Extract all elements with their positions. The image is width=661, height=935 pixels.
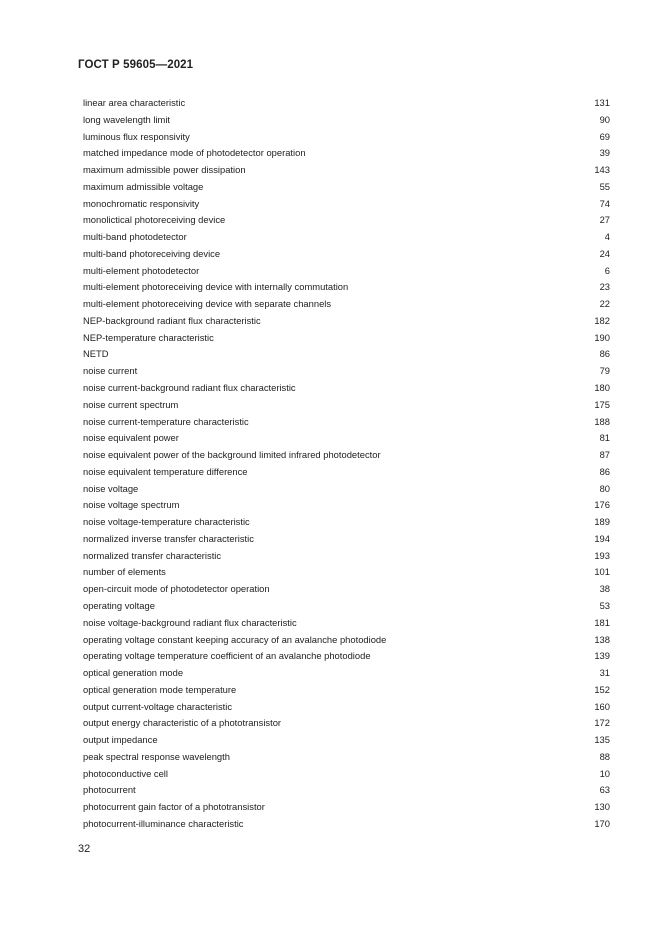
index-entry [83,263,610,280]
index-entry [83,95,610,112]
index-entry-term: linear area characteristic [83,97,186,108]
index-entry-number: 55 [599,180,610,192]
index-entry-number: 31 [599,667,610,679]
index-entry [83,380,610,397]
index-entry-number: 130 [594,801,610,813]
index-entry-term: output current-voltage characteristic [83,700,233,712]
index-entry-term: noise current-temperature characteristic [83,415,249,427]
index-entry-number: 24 [599,247,610,259]
index-entry [83,514,610,531]
index-entry-term: noise equivalent power [83,432,179,444]
index-entry [83,179,610,196]
index-entry-term: noise voltage-temperature characteristic [83,516,250,528]
index-entry [83,129,610,146]
index-entry [83,145,610,162]
index-entry-number: 131 [594,97,610,108]
index-entry-term: noise voltage spectrum [83,499,180,511]
index-entry-number: 27 [599,214,610,226]
index-entry [83,581,610,598]
index-entry-number: 194 [594,532,610,544]
index-entry [83,732,610,749]
index-entry-number: 138 [594,633,610,645]
index-entry-term: maximum admissible power dissipation [83,164,246,176]
index-entry-term: operating voltage [83,599,155,611]
index-entry-term: operating voltage constant keeping accuracy of an avalanche photodiode [83,633,387,645]
index-entry-number: 22 [599,298,610,310]
index-entry [83,296,610,313]
index-entry-number: 176 [594,499,610,511]
index-entry-term: output impedance [83,734,158,746]
index-entry-term: multi-element photodetector [83,264,200,276]
index-entry-term: noise current-background radiant flux characteristic [83,382,296,394]
index-entry [83,363,610,380]
index-entry-number: 182 [594,314,610,326]
index-entry [83,782,610,799]
index-entry-number: 152 [594,683,610,695]
index-entry-term: luminous flux responsivity [83,130,190,142]
index-entry-number: 86 [599,348,610,360]
index-entry [83,715,610,732]
index-entry [83,481,610,498]
index-entry-number: 135 [594,734,610,746]
index-entry [83,414,610,431]
index-entry-number: 88 [599,750,610,762]
index-entry-term: open-circuit mode of photodetector operation [83,583,270,595]
index-entry-number: 101 [594,566,610,578]
index-entry-term: photocurrent gain factor of a phototransistor [83,801,265,813]
index-entry-term: multi-band photoreceiving device [83,247,221,259]
index-entry-term: photocurrent-illuminance characteristic [83,817,244,829]
index-entry [83,162,610,179]
index-entry [83,682,610,699]
index-entry [83,799,610,816]
index-entry-term: NETD [83,348,109,360]
index-entry-number: 6 [604,264,610,276]
index-entry-term: multi-band photodetector [83,231,187,243]
index-entry-number: 4 [604,231,610,243]
index-entry-term: optical generation mode temperature [83,683,237,695]
index-entry-number: 81 [599,432,610,444]
index-entry-number: 74 [599,197,610,209]
index-entry-term: output energy characteristic of a phototransistor [83,717,282,729]
index-entry-number: 181 [594,616,610,628]
index-entry-term: maximum admissible voltage [83,180,204,192]
index-entry-number: 172 [594,717,610,729]
index-entry-term: operating voltage temperature coefficient of an avalanche photodiode [83,650,371,662]
index-entry-term: NEP-temperature characteristic [83,331,214,343]
index-entry [83,330,610,347]
index-entry [83,598,610,615]
index-entry-term: monolictical photoreceiving device [83,214,226,226]
index-entry [83,497,610,514]
index-entry-term: noise equivalent temperature difference [83,465,248,477]
index-entry-number: 143 [594,164,610,176]
document-header: ГОСТ Р 59605—2021 [78,59,194,71]
index-entry [83,749,610,766]
index-entry-term: normalized inverse transfer characteristic [83,532,254,544]
index-entry-term: photoconductive cell [83,767,168,779]
index-entry [83,564,610,581]
index-entry [83,346,610,363]
index-entry-term: monochromatic responsivity [83,197,200,209]
index-entry-number: 188 [594,415,610,427]
index-entry-term: multi-element photoreceiving device with internally commutation [83,281,349,293]
index-entry [83,397,610,414]
index-entry [83,464,610,481]
index-entry-number: 63 [599,784,610,796]
index-entry-number: 160 [594,700,610,712]
index-entry-number: 10 [599,767,610,779]
index-entry [83,112,610,129]
index-entries-list [83,95,610,833]
index-entry [83,447,610,464]
index-entry-term: number of elements [83,566,166,578]
index-entry [83,632,610,649]
index-entry-number: 87 [599,449,610,461]
index-entry-term: peak spectral response wavelength [83,750,230,762]
index-entry [83,615,610,632]
index-entry [83,313,610,330]
index-entry-number: 79 [599,365,610,377]
index-entry-term: multi-element photoreceiving device with separate channels [83,298,332,310]
index-entry [83,229,610,246]
index-entry-term: noise equivalent power of the background limited infrared photodetector [83,449,381,461]
index-entry [83,196,610,213]
index-entry [83,816,610,833]
page-number: 32 [78,843,91,855]
index-entry-term: optical generation mode [83,667,184,679]
index-entry [83,246,610,263]
index-entry-term: long wavelength limit [83,113,171,125]
index-entry-number: 170 [594,817,610,829]
index-entry [83,665,610,682]
index-entry-number: 90 [599,113,610,125]
index-entry-number: 23 [599,281,610,293]
index-entry-term: NEP-background radiant flux characteristic [83,314,261,326]
index-entry [83,531,610,548]
index-entry-number: 53 [599,599,610,611]
index-entry-term: noise voltage [83,482,139,494]
index-entry-number: 193 [594,549,610,561]
index-entry [83,212,610,229]
index-entry [83,766,610,783]
index-entry-term: matched impedance mode of photodetector operation [83,147,306,159]
index-entry-number: 39 [599,147,610,159]
index-entry [83,648,610,665]
index-entry [83,548,610,565]
index-entry-number: 190 [594,331,610,343]
index-entry-number: 189 [594,516,610,528]
index-entry-number: 86 [599,465,610,477]
index-entry-number: 139 [594,650,610,662]
index-entry [83,279,610,296]
index-entry-term: photocurrent [83,784,136,796]
index-entry-number: 38 [599,583,610,595]
index-entry-term: noise current [83,365,138,377]
index-entry-term: noise voltage-background radiant flux characteristic [83,616,297,628]
index-entry [83,430,610,447]
index-entry-number: 175 [594,398,610,410]
index-entry-number: 69 [599,130,610,142]
index-entry-number: 180 [594,382,610,394]
index-entry-number: 80 [599,482,610,494]
index-entry [83,699,610,716]
index-entry-term: noise current spectrum [83,398,179,410]
index-entry-term: normalized transfer characteristic [83,549,222,561]
